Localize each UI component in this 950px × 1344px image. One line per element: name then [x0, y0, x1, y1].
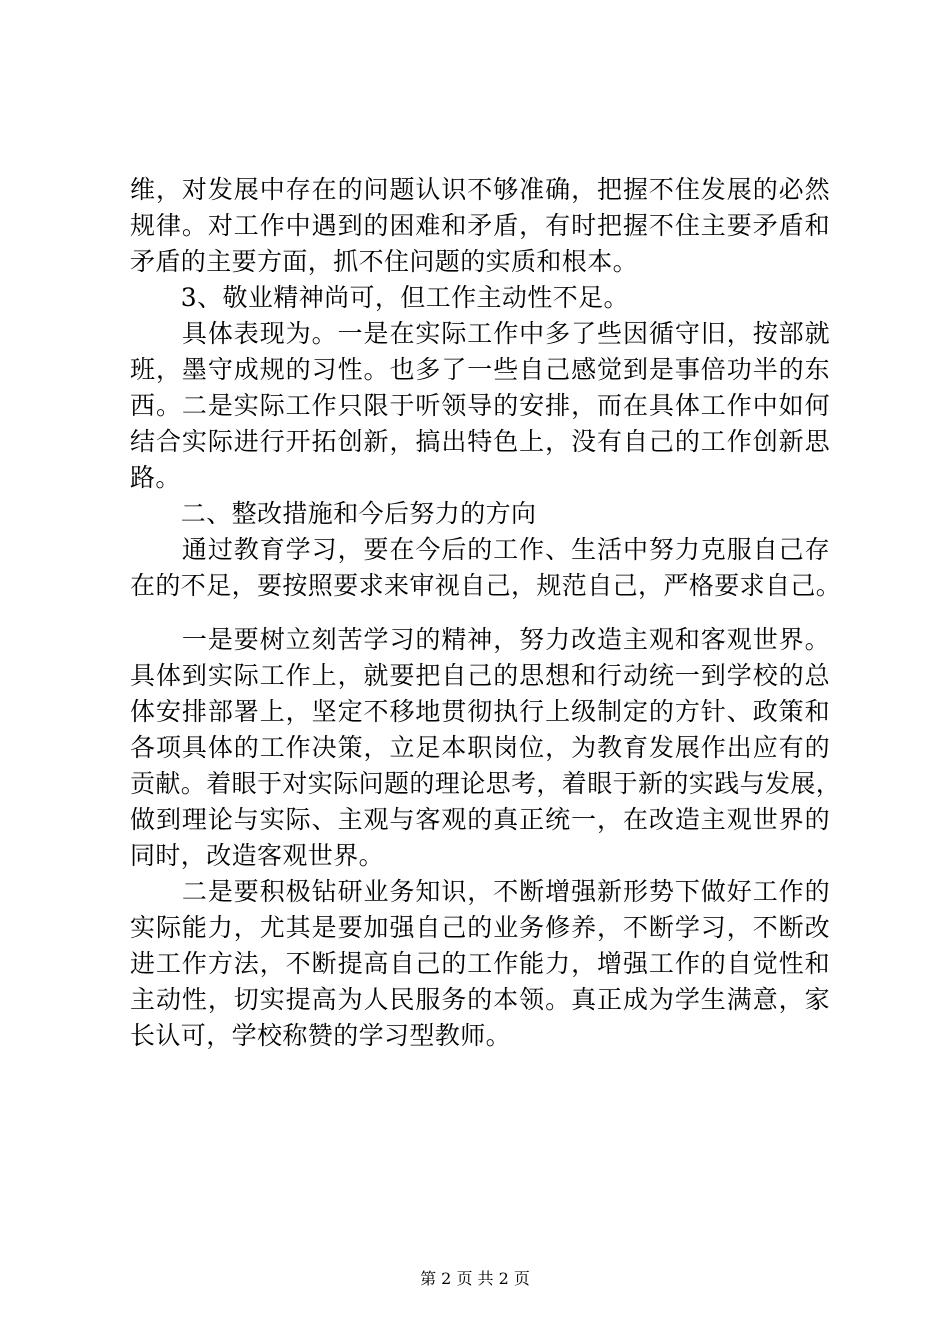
- text-line: 西。二是实际工作只限于听领导的安排，而在具体工作中如何: [130, 391, 830, 420]
- text-line: 长认可，学校称赞的学习型教师。: [130, 1021, 512, 1050]
- text-line: 做到理论与实际、主观与客观的真正统一，在改造主观世界的: [130, 805, 830, 834]
- text-line: 结合实际进行开拓创新，搞出特色上，没有自己的工作创新思: [130, 427, 830, 456]
- text-line: 实际能力，尤其是要加强自己的业务修养，不断学习，不断改: [130, 913, 830, 942]
- text-line: 3、敬业精神尚可，但工作主动性不足。: [130, 283, 629, 312]
- document-body: [130, 172, 842, 1054]
- text-line: 二是要积极钻研业务知识，不断增强新形势下做好工作的: [130, 877, 830, 906]
- text-line: 同时，改造客观世界。: [130, 841, 385, 870]
- text-line: 通过教育学习，要在今后的工作、生活中努力克服自己存: [130, 535, 830, 564]
- text-line: 体安排部署上，坚定不移地贯彻执行上级制定的方针、政策和: [130, 697, 830, 726]
- page-number: 第 2 页 共 2 页: [420, 1269, 530, 1288]
- text-line: 一是要树立刻苦学习的精神，努力改造主观和客观世界。: [130, 625, 830, 654]
- text-line: 矛盾的主要方面，抓不住问题的实质和根本。: [130, 247, 639, 276]
- text-line: 在的不足，要按照要求来审视自己，规范自己，严格要求自己。: [130, 571, 842, 600]
- text-line: 规律。对工作中遇到的困难和矛盾，有时把握不住主要矛盾和: [130, 211, 830, 240]
- page-footer: [0, 1268, 950, 1290]
- text-line: 维，对发展中存在的问题认识不够准确，把握不住发展的必然: [130, 175, 830, 204]
- text-line: 班，墨守成规的习性。也多了一些自己感觉到是事倍功半的东: [130, 355, 830, 384]
- section-heading: 二、整改措施和今后努力的方向: [130, 499, 537, 528]
- text-line: 具体到实际工作上，就要把自己的思想和行动统一到学校的总: [130, 661, 830, 690]
- text-line: 主动性，切实提高为人民服务的本领。真正成为学生满意，家: [130, 985, 830, 1014]
- text-line: 具体表现为。一是在实际工作中多了些因循守旧，按部就: [130, 319, 830, 348]
- text-line: 路。: [130, 463, 181, 492]
- text-line: 贡献。着眼于对实际问题的理论思考，着眼于新的实践与发展，: [130, 769, 842, 798]
- text-line: 各项具体的工作决策，立足本职岗位，为教育发展作出应有的: [130, 733, 830, 762]
- paragraph-gap: [130, 604, 830, 622]
- text-line: 进工作方法，不断提高自己的工作能力，增强工作的自觉性和: [130, 949, 830, 978]
